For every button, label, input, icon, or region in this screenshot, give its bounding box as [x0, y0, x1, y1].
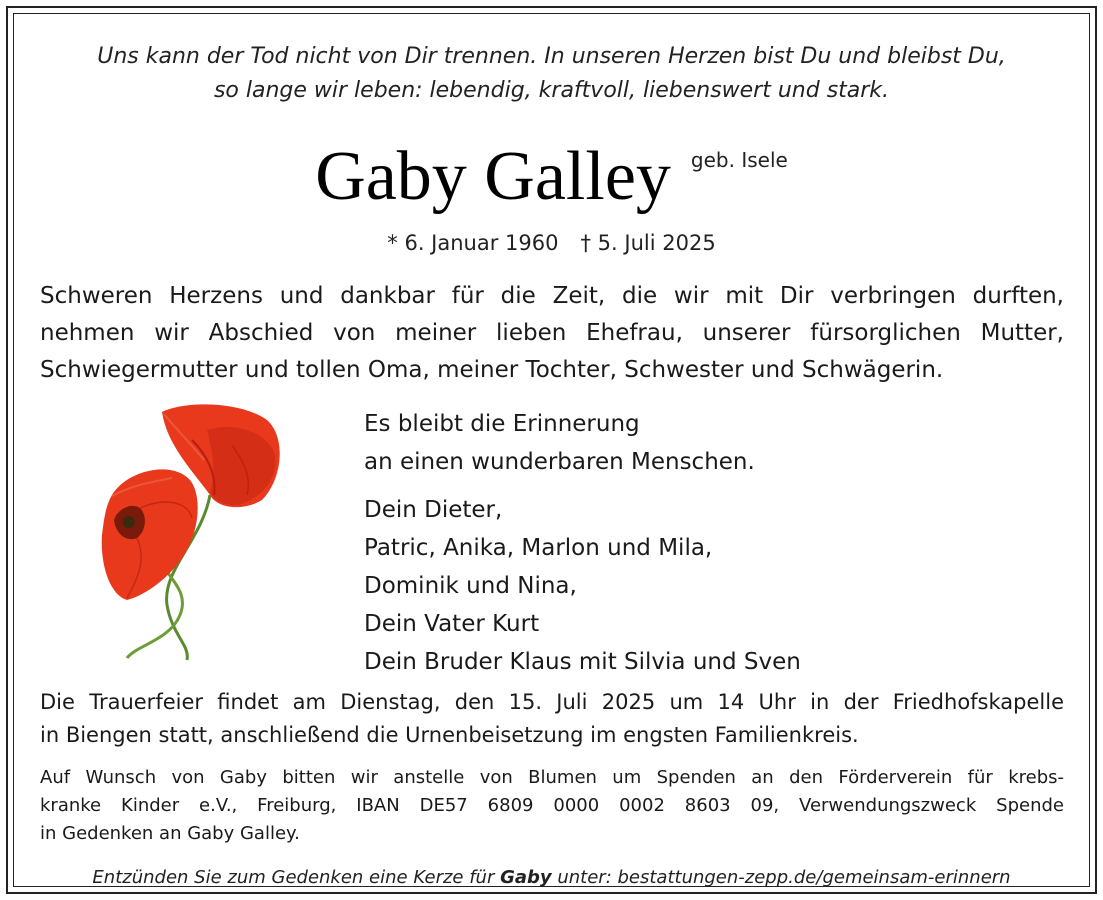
name-heading [0, 132, 1103, 222]
death-date: † 5. Juli 2025 [580, 231, 716, 255]
intro-line-1: Schweren Herzens und dankbar für die Zeit, die wir mit Dir verbringen durften, [40, 283, 1064, 309]
birth-date: * 6. Januar 1960 [387, 231, 559, 255]
ceremony-line-1: Die Trauerfeier findet am Dienstag, den 15. Juli 2025 um 14 Uhr in der Friedhofskapelle [40, 690, 1064, 714]
donation-line-3: in Gedenken an Gaby Galley. [40, 823, 300, 844]
donation-request [40, 764, 1064, 848]
ceremony-line-2: in Biengen statt, anschließend die Urnenbeisetzung im engsten Familienkreis. [40, 723, 859, 747]
family-member: Dein Dieter, [364, 497, 503, 523]
family-member: Dein Bruder Klaus mit Silvia und Sven [364, 649, 801, 675]
family-member: Patric, Anika, Marlon und Mila, [364, 535, 713, 561]
ceremony-info [40, 686, 1064, 752]
intro-line-3: Schwiegermutter und tollen Oma, meiner Tochter, Schwester und Schwägerin. [40, 357, 944, 383]
family-signature [364, 405, 801, 681]
intro-line-2: nehmen wir Abschied von meiner lieben Ehefrau, unserer fürsorglichen Mutter, [40, 320, 1064, 346]
poppy-lower [102, 469, 198, 600]
deceased-name: Gaby Galley [315, 138, 671, 215]
footer-name: Gaby [500, 867, 552, 888]
family-member: Dein Vater Kurt [364, 611, 540, 637]
poppy-flowers-icon [92, 400, 292, 662]
motto-line-2: so lange wir leben: lebendig, kraftvoll, liebenswert und stark. [213, 78, 890, 103]
donation-line-2: kranke Kinder e.V., Freiburg, IBAN DE57 6809 0000 0002 8603 09, Verwendungszweck Spende [40, 795, 1064, 816]
life-dates [0, 226, 1103, 260]
motto-line-1: Uns kann der Tod nicht von Dir trennen. In unseren Herzen bist Du und bleibst Du, [97, 44, 1006, 69]
motto-quote [20, 40, 1083, 108]
footer-url[interactable]: unter: bestattungen-zepp.de/gemeinsam-erinnern [551, 867, 1011, 888]
intro-text [40, 278, 1064, 389]
family-member: Dominik und Nina, [364, 573, 577, 599]
remembrance-line-2: an einen wunderbaren Menschen. [364, 449, 755, 475]
footer-prefix: Entzünden Sie zum Gedenken eine Kerze für [92, 867, 501, 888]
donation-line-1: Auf Wunsch von Gaby bitten wir anstelle von Blumen um Spenden an den Förderverein für krebs- [40, 767, 1064, 788]
remembrance-line-1: Es bleibt die Erinnerung [364, 411, 640, 437]
footer-candle-link [0, 864, 1103, 892]
maiden-name: geb. Isele [690, 148, 788, 172]
